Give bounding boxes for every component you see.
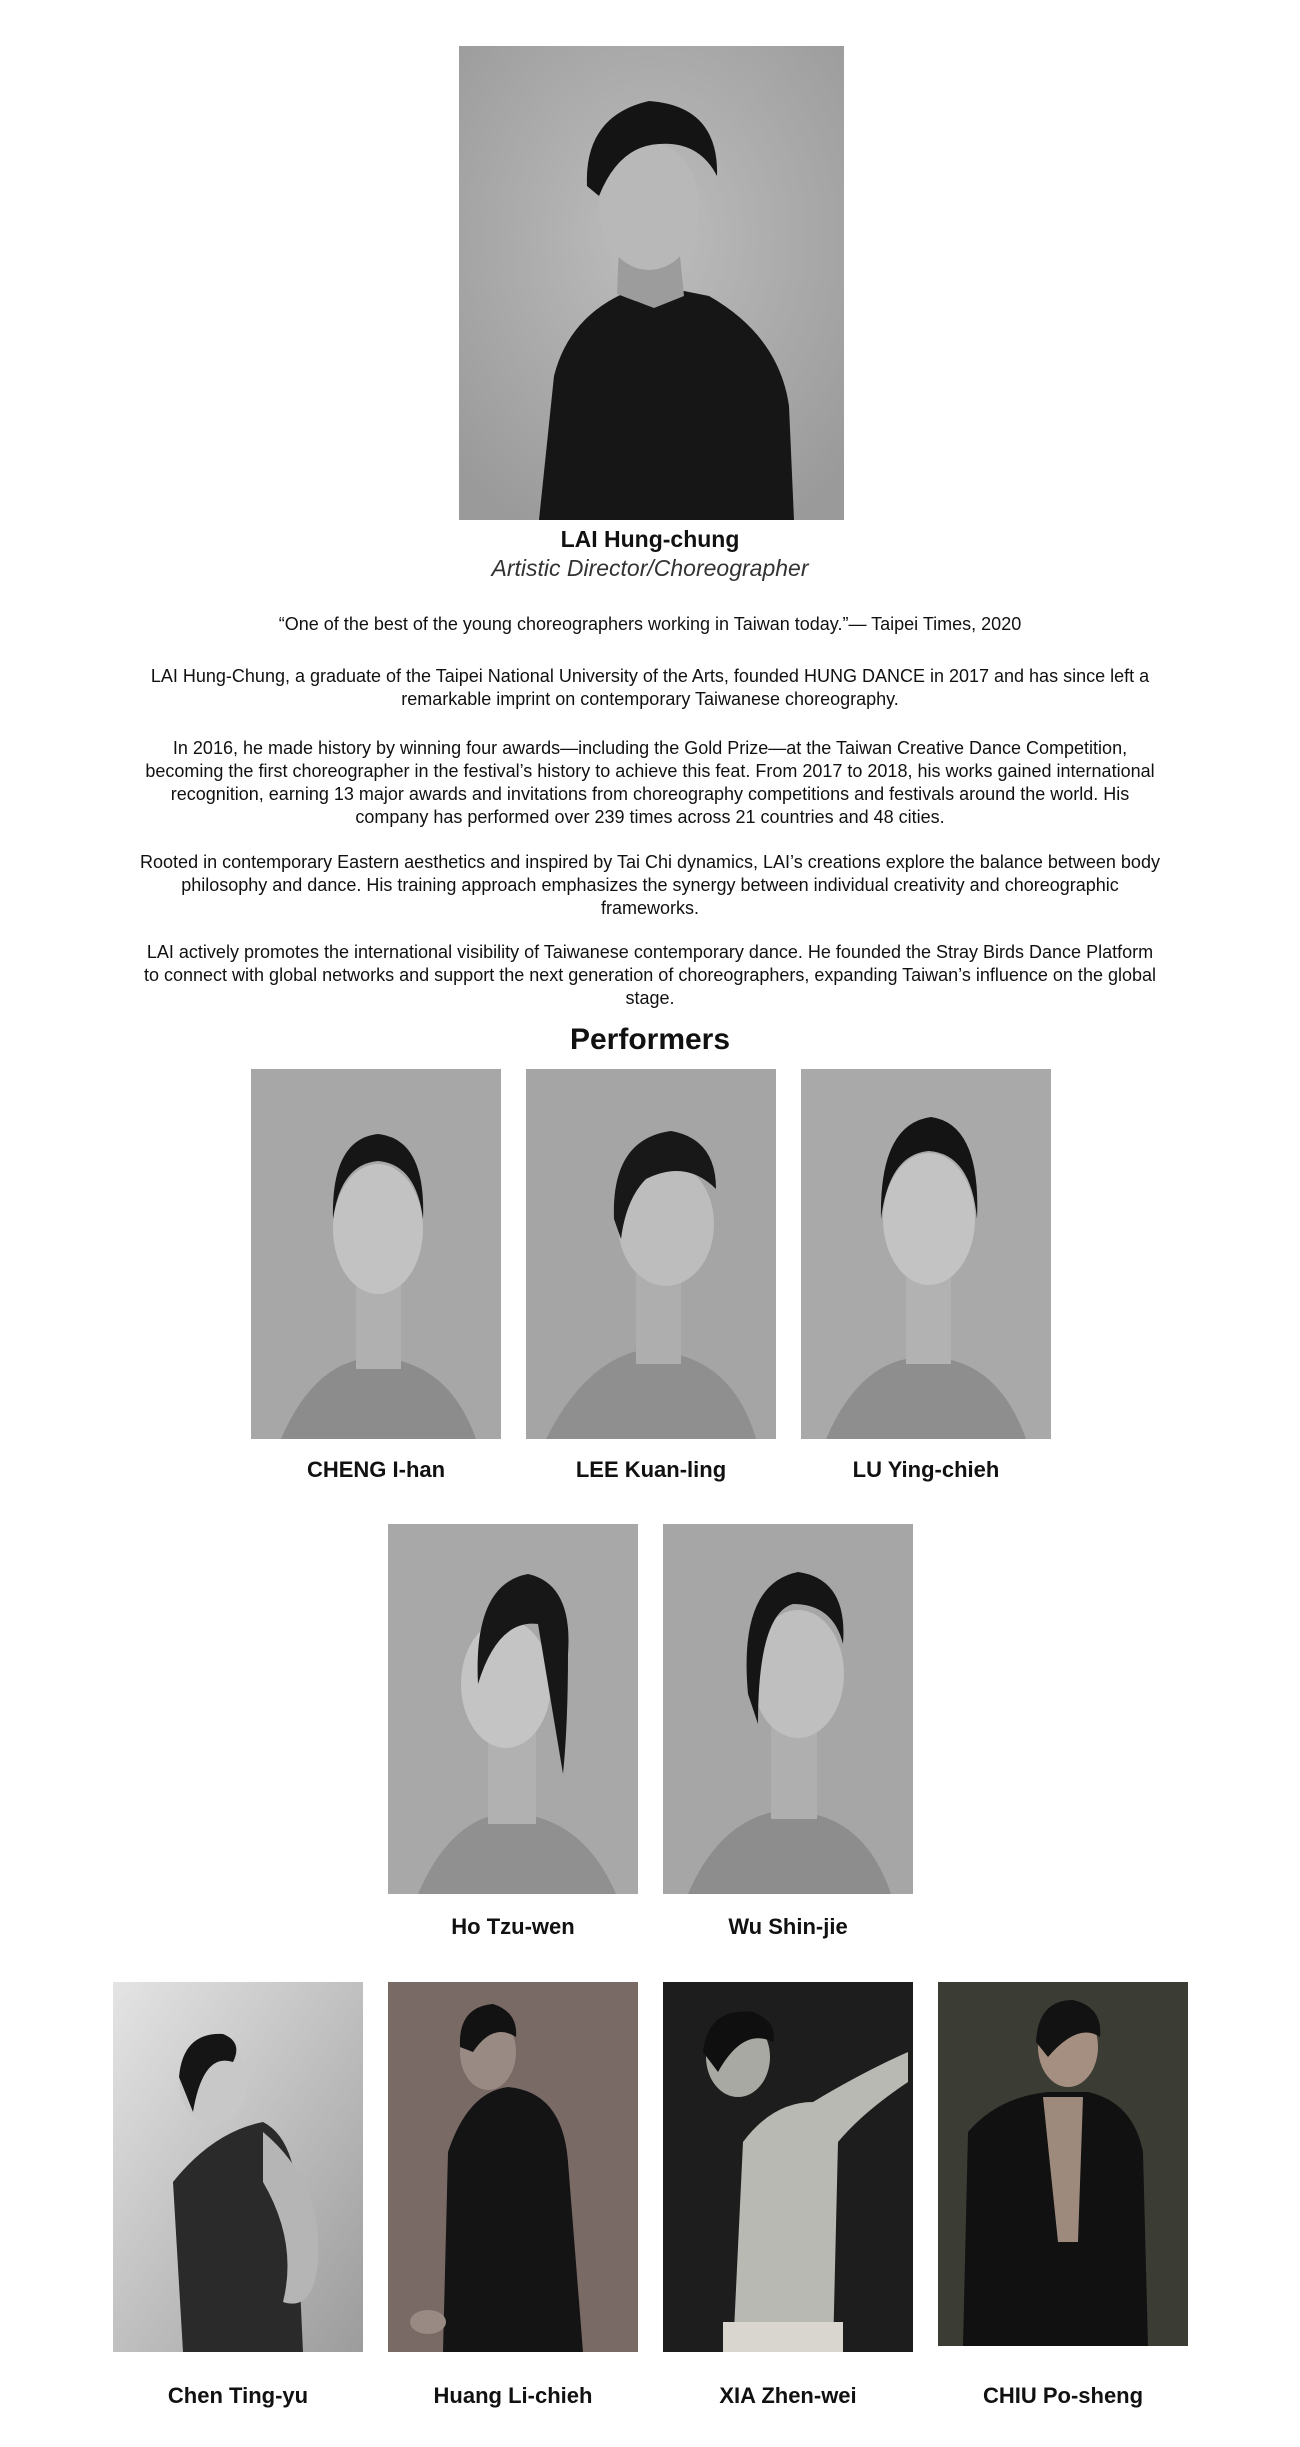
director-name: LAI Hung-chung [560, 526, 740, 552]
director-bio-paragraph: LAI Hung-Chung, a graduate of the Taipei National University of the Arts, founded HUNG DANCE in 2017 and has since left a remarkable imprint on contemporary Taiwanese choreography. [150, 666, 1150, 709]
performer-photo-lu-ying-chieh [801, 1069, 1051, 1439]
director-photo [459, 46, 844, 520]
performer-name: LU Ying-chieh [852, 1457, 1000, 1482]
performer-name: CHIU Po-sheng [982, 2383, 1144, 2408]
performer-photo-lee-kuan-ling [526, 1069, 776, 1439]
director-role: Artistic Director/Choreographer [491, 555, 809, 581]
performer-photo-cheng-i-han [251, 1069, 501, 1439]
performer-name: Ho Tzu-wen [451, 1914, 575, 1939]
performer-photo-xia-zhen-wei [663, 1982, 913, 2352]
performer-name: Huang Li-chieh [433, 2383, 593, 2408]
performer-name: Chen Ting-yu [167, 2383, 309, 2408]
performer-photo-chiu-po-sheng [938, 1982, 1188, 2346]
director-portrait-image [459, 46, 844, 520]
performer-name: LEE Kuan-ling [575, 1457, 727, 1482]
performer-photo-ho-tzu-wen [388, 1524, 638, 1894]
director-bio-paragraph: LAI actively promotes the international visibility of Taiwanese contemporary dance. He founded the Stray Birds Dance Platform to connect with global networks and support the next generation of choreographers, expanding Taiwan’s influence on the global stage. [143, 942, 1157, 1008]
performers-heading: Performers [569, 1023, 731, 1056]
director-quote: “One of the best of the young choreographers working in Taiwan today.”— Taipei Times, 2020 [278, 614, 1022, 634]
performer-name: Wu Shin-jie [728, 1914, 848, 1939]
performer-name: CHENG I-han [306, 1457, 446, 1482]
performer-photo-chen-ting-yu [113, 1982, 363, 2352]
performer-photo-huang-li-chieh [388, 1982, 638, 2352]
director-bio-paragraph: In 2016, he made history by winning four awards—including the Gold Prize—at the Taiwan Creative Dance Competition, becoming the first choreographer in the festival’s history to achieve this feat. From 2017 to 2018, his works gained international recognition, earning 13 major awards and invitations from choreography competitions and festivals around the world. His company has performed over 239 times across 21 countries and 48 cities. [145, 738, 1155, 827]
performer-name: XIA Zhen-wei [719, 2383, 857, 2408]
performer-photo-wu-shin-jie [663, 1524, 913, 1894]
director-bio-paragraph: Rooted in contemporary Eastern aesthetics and inspired by Tai Chi dynamics, LAI’s creations explore the balance between body philosophy and dance. His training approach emphasizes the synergy between individual creativity and choreographic frameworks. [140, 852, 1160, 918]
